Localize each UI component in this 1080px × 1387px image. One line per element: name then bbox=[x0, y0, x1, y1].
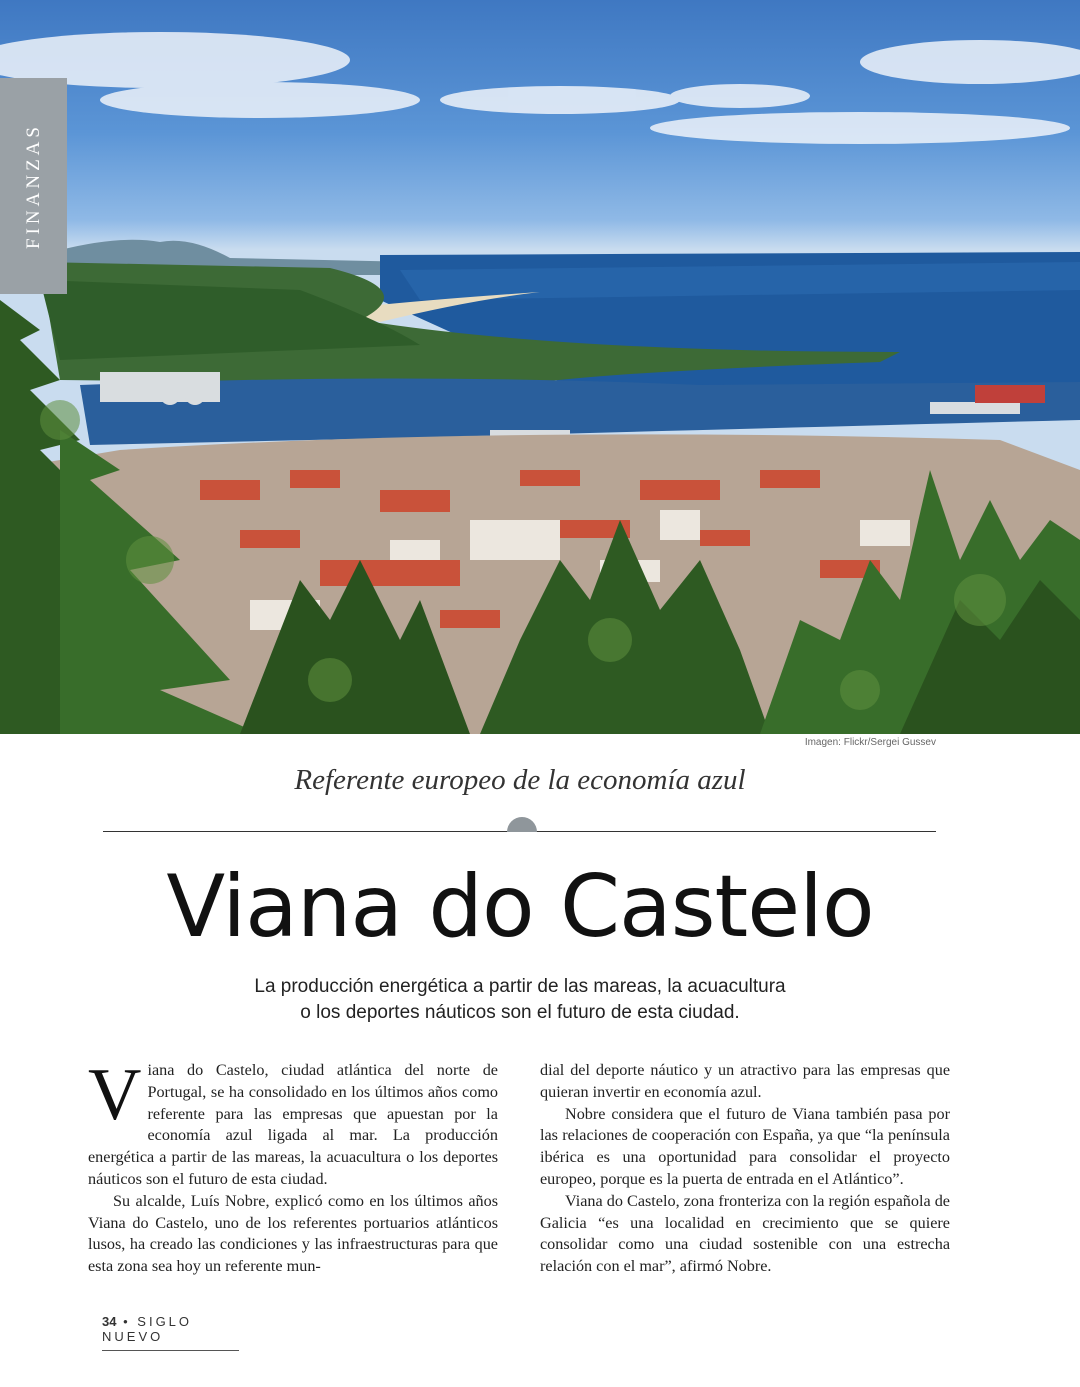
section-tab bbox=[0, 78, 67, 294]
kicker: Referente europeo de la economía azul bbox=[294, 764, 746, 796]
page-footer bbox=[102, 1314, 239, 1351]
page-title: Viana do Castelo bbox=[166, 857, 874, 957]
page-number: 34 bbox=[102, 1314, 117, 1329]
body-column-right bbox=[540, 1060, 950, 1278]
body-paragraph: Viana do Castelo, zona fronteriza con la región española de Galicia “es una localidad en crecimiento que se quiere consolidar como una ciudad sostenible con una estrecha relación con el mar”, afirmó Nobre. bbox=[540, 1191, 950, 1276]
body-column-left bbox=[88, 1054, 498, 1278]
folio-separator: • bbox=[123, 1314, 131, 1329]
body-paragraph bbox=[88, 1054, 498, 1191]
body-paragraph: Su alcalde, Luís Nobre, explicó como en los últimos años Viana do Castelo, uno de los referentes portuarios atlánticos lusos, ha creado las condiciones y las infraestructuras para que esta zona sea hoy un referente mun- bbox=[88, 1191, 498, 1276]
section-label: FINANZAS bbox=[22, 123, 44, 249]
paragraph-text: iana do Castelo, ciudad atlántica del norte de Portugal, se ha consolidado en los últimos años como referente para las empresas que apuestan por la economía azul ligada al mar. La producción energética a partir de las mareas, la acuacultura o los deportes náuticos son el futuro de esta ciudad. bbox=[88, 1061, 498, 1188]
photo-credit: Imagen: Flickr/Sergei Gussev bbox=[804, 737, 936, 748]
divider-ornament bbox=[507, 817, 537, 832]
body-paragraph: dial del deporte náutico y un atractivo para las empresas que quieran invertir en economía azul. bbox=[540, 1061, 950, 1101]
subtitle-line-1: La producción energética a partir de las mareas, la acuacultura bbox=[254, 976, 786, 997]
drop-cap: V bbox=[88, 1054, 142, 1136]
subtitle-line-2: o los deportes náuticos son el futuro de esta ciudad. bbox=[300, 1002, 740, 1023]
body-paragraph: Nobre considera que el futuro de Viana también pasa por las relaciones de cooperación con España, ya que “la península ibérica es una oportunidad para consolidar el proyecto europeo, porque es la puerta de entrada en el Atlántico”. bbox=[540, 1104, 950, 1188]
subtitle bbox=[200, 974, 840, 1026]
publication-name: SIGLO NUEVO bbox=[102, 1314, 193, 1344]
